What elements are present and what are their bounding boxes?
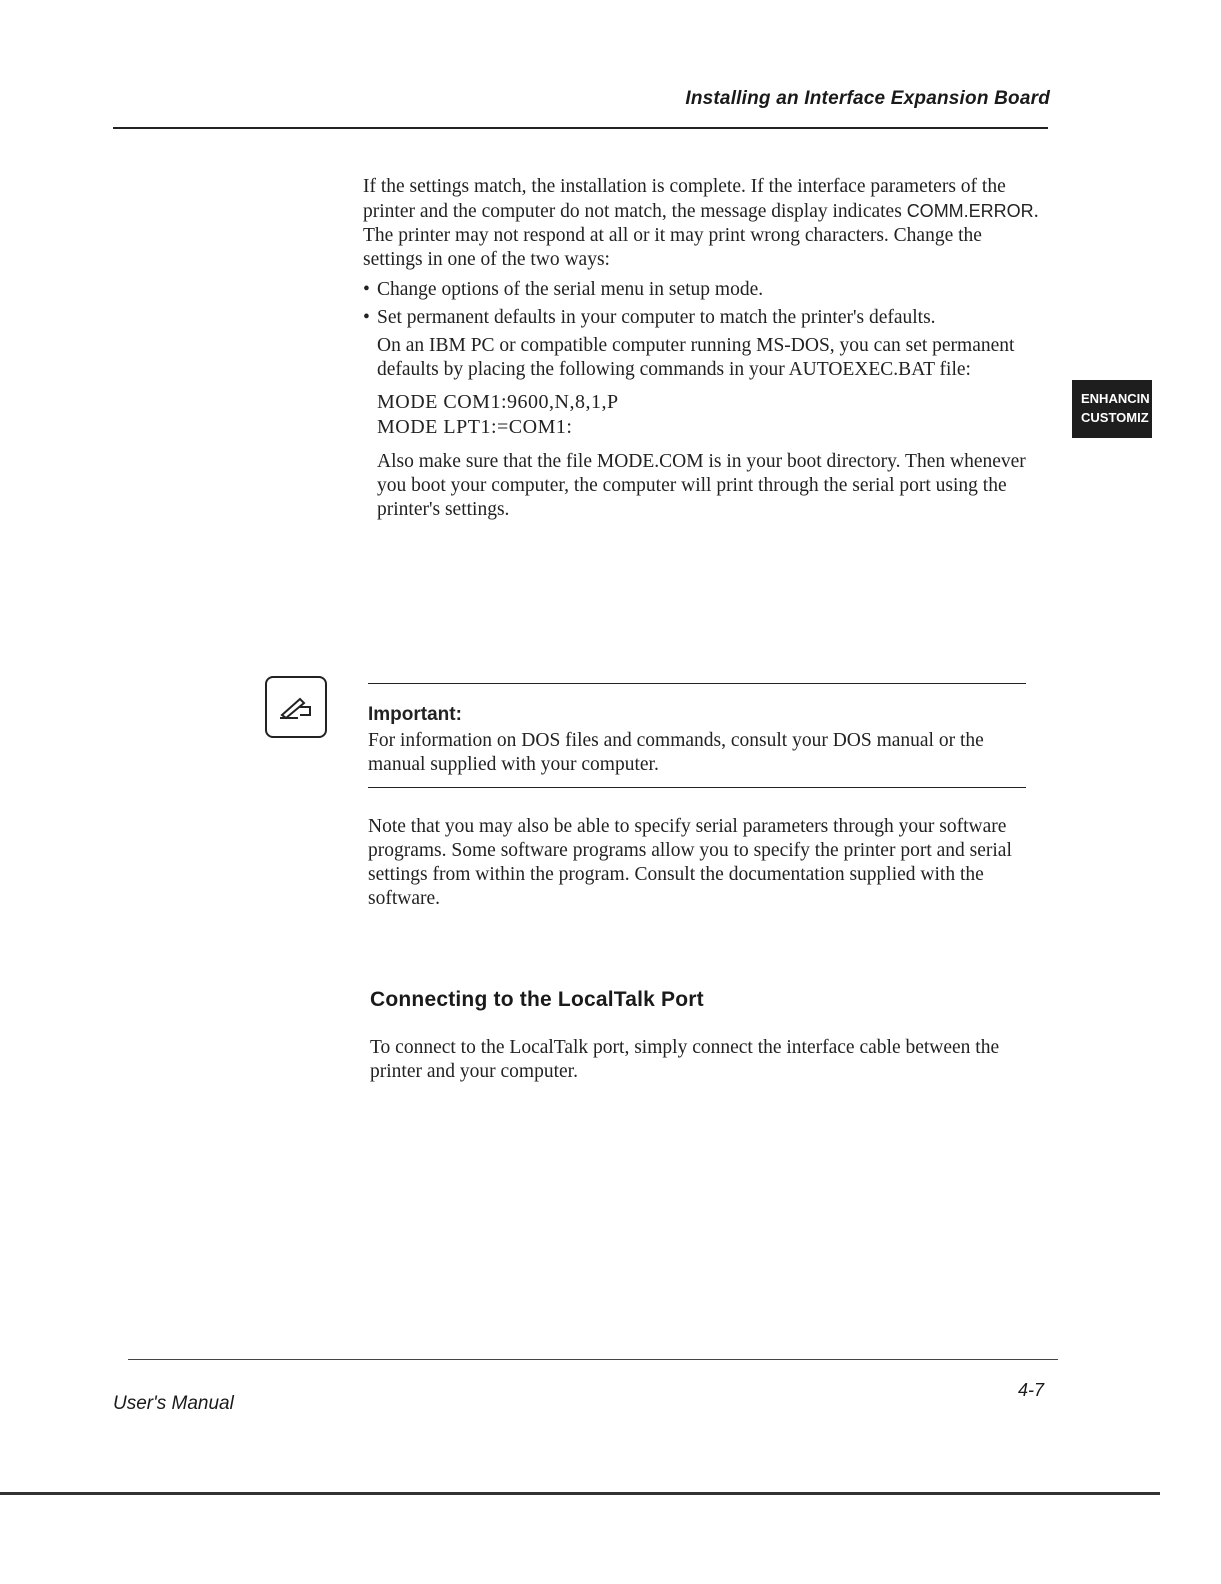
important-text: For information on DOS files and commands, consult your DOS manual or the manual supplied with your computer. [368, 730, 984, 775]
header-rule [113, 127, 1048, 129]
intro-text-after: . The printer may not respond at all or it may print wrong characters. Change the settings in one of the two ways: [363, 201, 1039, 270]
important-note [368, 703, 1028, 777]
intro-paragraph [363, 175, 1043, 272]
running-header: Installing an Interface Expansion Board [685, 88, 1050, 109]
important-bottom-rule [368, 787, 1026, 788]
footer-rule [128, 1359, 1058, 1360]
tab-line-1: ENHANCIN [1081, 391, 1150, 406]
note-pencil-icon [265, 676, 327, 738]
dos-instructions: On an IBM PC or compatible computer running MS-DOS, you can set permanent defaults by placing the following commands in your AUTOEXEC.BAT file: [377, 335, 1015, 380]
bullet-item [363, 278, 1043, 302]
software-note: Note that you may also be able to specify serial parameters through your software programs. Some software programs allow you to specify the printer port and serial settings from within the program. Consult the documentation supplied with the software. [368, 816, 1012, 909]
boot-note: Also make sure that the file MODE.COM is in your boot directory. Then whenever you boot your computer, the computer will print through the serial port using the printer's settings. [377, 451, 1026, 520]
bullet-text: Set permanent defaults in your computer to match the printer's defaults. [377, 307, 936, 328]
section-paragraph: To connect to the LocalTalk port, simply connect the interface cable between the printer and your computer. [370, 1037, 1000, 1082]
section-heading: Connecting to the LocalTalk Port [370, 988, 704, 1011]
main-content [363, 175, 1043, 522]
bullet-marker: • [363, 279, 370, 300]
important-label: Important: [368, 704, 462, 725]
scan-bottom-edge [0, 1492, 1160, 1495]
page-number: 4-7 [1018, 1380, 1045, 1400]
important-top-rule [368, 683, 1026, 684]
intro-text-before: If the settings match, the installation is complete. If the interface parameters of the printer and the computer do not match, the message display indicates [363, 176, 1006, 222]
tab-line-2: CUSTOMIZ [1081, 410, 1149, 425]
bullet-marker: • [363, 307, 370, 328]
bullet-text: Change options of the serial menu in setup mode. [377, 279, 764, 300]
section-tab-marker [1072, 380, 1152, 438]
error-code: COMM.ERROR [906, 201, 1034, 221]
mode-command: MODE COM1:9600,N,8,1,P [377, 391, 619, 413]
footer-manual-title: User's Manual [113, 1393, 234, 1414]
bullet-item [363, 306, 1043, 330]
mode-command: MODE LPT1:=COM1: [377, 416, 573, 438]
